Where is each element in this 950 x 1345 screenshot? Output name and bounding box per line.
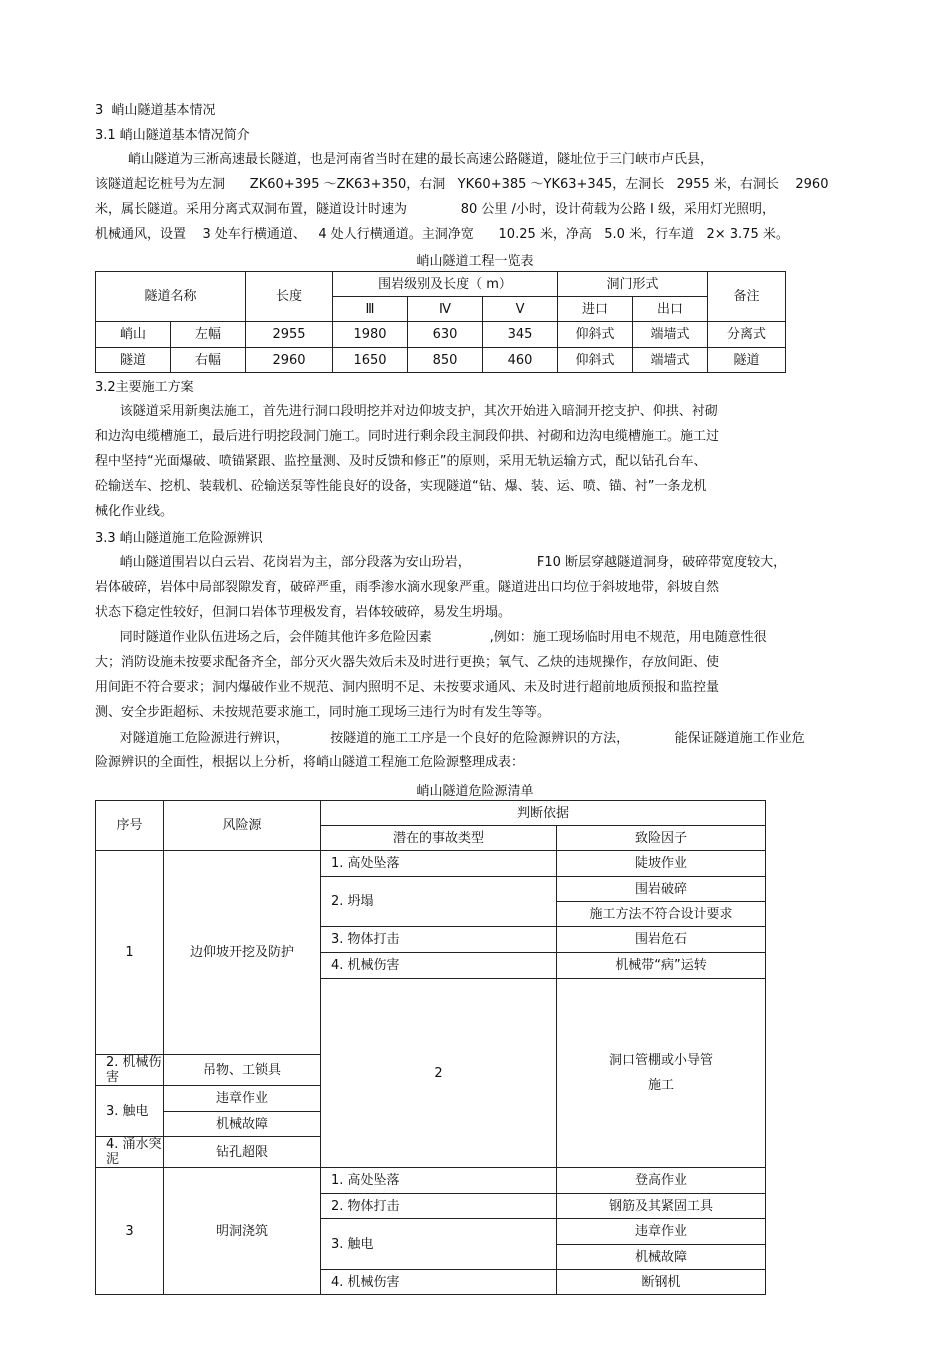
- note-part2: 隧道: [708, 348, 786, 373]
- table1-caption: 峭山隧道工程一览表: [416, 254, 534, 269]
- header-length: 长度: [246, 272, 333, 322]
- risk-factor: 围岩破碎: [557, 877, 766, 902]
- accident-type: 2. 坍塌: [321, 877, 557, 927]
- header-basis: 判断依据: [321, 801, 766, 826]
- paragraph-line: 测、安全步距超标、未按规范要求施工，同时施工现场三违行为时有发生等等。: [95, 705, 551, 720]
- hazard-list-table: [95, 800, 766, 1295]
- risk-factor: 钻孔超限: [164, 1137, 321, 1168]
- header-grade-3: Ⅲ: [333, 297, 408, 322]
- note-part1: 分离式: [708, 322, 786, 348]
- accident-type: 4. 涌水突泥: [96, 1137, 164, 1168]
- risk-factor: 陡坡作业: [557, 851, 766, 877]
- risk-factor: 施工方法不符合设计要求: [557, 902, 766, 927]
- accident-type: 3. 触电: [96, 1086, 164, 1137]
- header-portal-type: 洞门形式: [558, 272, 708, 297]
- header-grade-5: Ⅴ: [483, 297, 558, 322]
- risk-factor: 钢筋及其紧固工具: [557, 1194, 766, 1219]
- risk-source-line: 施工: [648, 1078, 675, 1093]
- row-portal-out: 端墙式: [633, 348, 708, 373]
- paragraph-line: 用间距不符合要求；洞内爆破作业不规范、洞内照明不足、未按要求通风、未及时进行超前地质预报和监控量: [95, 680, 720, 695]
- header-accident-type: 潜在的事故类型: [321, 826, 557, 851]
- header-tunnel-name: 隧道名称: [96, 272, 246, 322]
- paragraph-line: 险源辨识的全面性，根据以上分析，将峭山隧道工程施工危险源整理成表：: [95, 755, 525, 770]
- section-3-1-heading: 3.1 峭山隧道基本情况简介: [95, 128, 250, 143]
- risk-factor: 机械故障: [164, 1112, 321, 1137]
- paragraph-line: 机械通风，设置 3 处车行横通道、 4 处人行横通道。主洞净宽 10.25 米，净高 5.0 米，行车道 2× 3.75 米。: [95, 227, 789, 242]
- risk-factor: 围岩危石: [557, 927, 766, 953]
- row-side: 右幅: [171, 348, 246, 373]
- risk-source: [557, 979, 766, 1168]
- risk-factor: 登高作业: [557, 1168, 766, 1194]
- paragraph-line: 该隧道采用新奥法施工，首先进行洞口段明挖并对边仰坡支护，其次开始进入暗洞开挖支护、仰拱、衬砌: [95, 404, 718, 419]
- row-grade-5: 345: [483, 322, 558, 348]
- section-3-2-heading: 3.2主要施工方案: [95, 380, 194, 395]
- risk-factor: 违章作业: [557, 1219, 766, 1245]
- row-grade-3: 1980: [333, 322, 408, 348]
- paragraph-line: 对隧道施工危险源进行辨识， 按隧道的施工工序是一个良好的危险源辨识的方法， 能保证隧道施工作业危: [95, 731, 805, 746]
- paragraph-line: 械化作业线。: [95, 504, 174, 519]
- row-portal-in: 仰斜式: [558, 348, 633, 373]
- accident-type: 2. 机械伤害: [96, 1055, 164, 1086]
- paragraph-line: 程中坚持“光面爆破、喷锚紧跟、监控量测、及时反馈和修正”的原则，采用无轨运输方式，配以钻孔台车、: [95, 454, 707, 469]
- section-3-heading: 3 峭山隧道基本情况: [95, 103, 216, 118]
- row-portal-out: 端墙式: [633, 322, 708, 348]
- risk-source: 明洞浇筑: [164, 1168, 321, 1295]
- accident-type: 3. 触电: [321, 1219, 557, 1270]
- group-number: 1: [96, 851, 164, 1055]
- header-portal-out: 出口: [633, 297, 708, 322]
- paragraph-line: 和边沟电缆槽施工，最后进行明挖段洞门施工。同时进行剩余段主洞段仰拱、衬砌和边沟电缆槽施工。施工过: [95, 429, 720, 444]
- paragraph-line: 状态下稳定性较好，但洞口岩体节理极发育，岩体较破碎，易发生坍塌。: [95, 605, 512, 620]
- paragraph-line: 岩体破碎，岩体中局部裂隙发育，破碎严重，雨季渗水滴水现象严重。隧道进出口均位于斜坡地带，斜坡自然: [95, 580, 720, 595]
- header-note: 备注: [708, 272, 786, 322]
- risk-factor: 机械带“病”运转: [557, 953, 766, 979]
- row-grade-4: 630: [408, 322, 483, 348]
- tunnel-name-part2: 隧道: [96, 348, 171, 373]
- accident-type: 1. 高处坠落: [321, 1168, 557, 1194]
- paragraph-line: 峭山隧道围岩以白云岩、花岗岩为主，部分段落为安山玢岩， F10 断层穿越隧道洞身，破碎带宽度较大，: [95, 555, 787, 570]
- risk-factor: 断钢机: [557, 1270, 766, 1295]
- risk-source-line: 洞口管棚或小导管: [609, 1053, 714, 1068]
- paragraph-line: 峭山隧道为三淅高速最长隧道，也是河南省当时在建的最长高速公路隧道，隧址位于三门峡市卢氏县，: [95, 152, 714, 167]
- accident-type: 1. 高处坠落: [321, 851, 557, 877]
- header-number: 序号: [96, 801, 164, 851]
- accident-type: 3. 物体打击: [321, 927, 557, 953]
- risk-factor: 机械故障: [557, 1245, 766, 1270]
- paragraph-line: 米，属长隧道。采用分离式双洞布置，隧道设计时速为 80 公里 /小时，设计荷载为公路 I 级，采用灯光照明，: [95, 202, 776, 217]
- row-portal-in: 仰斜式: [558, 322, 633, 348]
- paragraph-line: 该隧道起讫桩号为左洞 ZK60+395 ～ZK63+350，右洞 YK60+385 ～YK63+345，左洞长 2955 米，右洞长 2960: [95, 177, 829, 192]
- row-length: 2955: [246, 322, 333, 348]
- row-grade-5: 460: [483, 348, 558, 373]
- accident-type: 2. 物体打击: [321, 1194, 557, 1219]
- row-side: 左幅: [171, 322, 246, 348]
- tunnel-name-part1: 峭山: [96, 322, 171, 348]
- risk-factor: 吊物、工锁具: [164, 1055, 321, 1086]
- group-number: 3: [96, 1168, 164, 1295]
- row-grade-3: 1650: [333, 348, 408, 373]
- row-length: 2960: [246, 348, 333, 373]
- section-3-3-heading: 3.3 峭山隧道施工危险源辨识: [95, 531, 263, 546]
- accident-type: 4. 机械伤害: [321, 953, 557, 979]
- header-risk-source: 风险源: [164, 801, 321, 851]
- tunnel-overview-table: [95, 271, 786, 373]
- header-risk-factor: 致险因子: [557, 826, 766, 851]
- header-portal-in: 进口: [558, 297, 633, 322]
- risk-factor: 违章作业: [164, 1086, 321, 1112]
- accident-type: 4. 机械伤害: [321, 1270, 557, 1295]
- paragraph-line: 大；消防设施未按要求配备齐全，部分灭火器失效后未及时进行更换；氧气、乙炔的违规操作，存放间距、使: [95, 655, 720, 670]
- risk-source: 边仰坡开挖及防护: [164, 851, 321, 1055]
- header-grade-4: Ⅳ: [408, 297, 483, 322]
- table2-caption: 峭山隧道危险源清单: [416, 784, 534, 799]
- group-number: 2: [321, 979, 557, 1168]
- paragraph-line: 同时隧道作业队伍进场之后，会伴随其他许多危险因素 ,例如：施工现场临时用电不规范，用电随意性很: [95, 630, 767, 645]
- row-grade-4: 850: [408, 348, 483, 373]
- header-rock-grade: 围岩级别及长度（ m）: [333, 272, 558, 297]
- paragraph-line: 砼输送车、挖机、装载机、砼输送泵等性能良好的设备，实现隧道“钻、爆、装、运、喷、锚、衬”一条龙机: [95, 479, 707, 494]
